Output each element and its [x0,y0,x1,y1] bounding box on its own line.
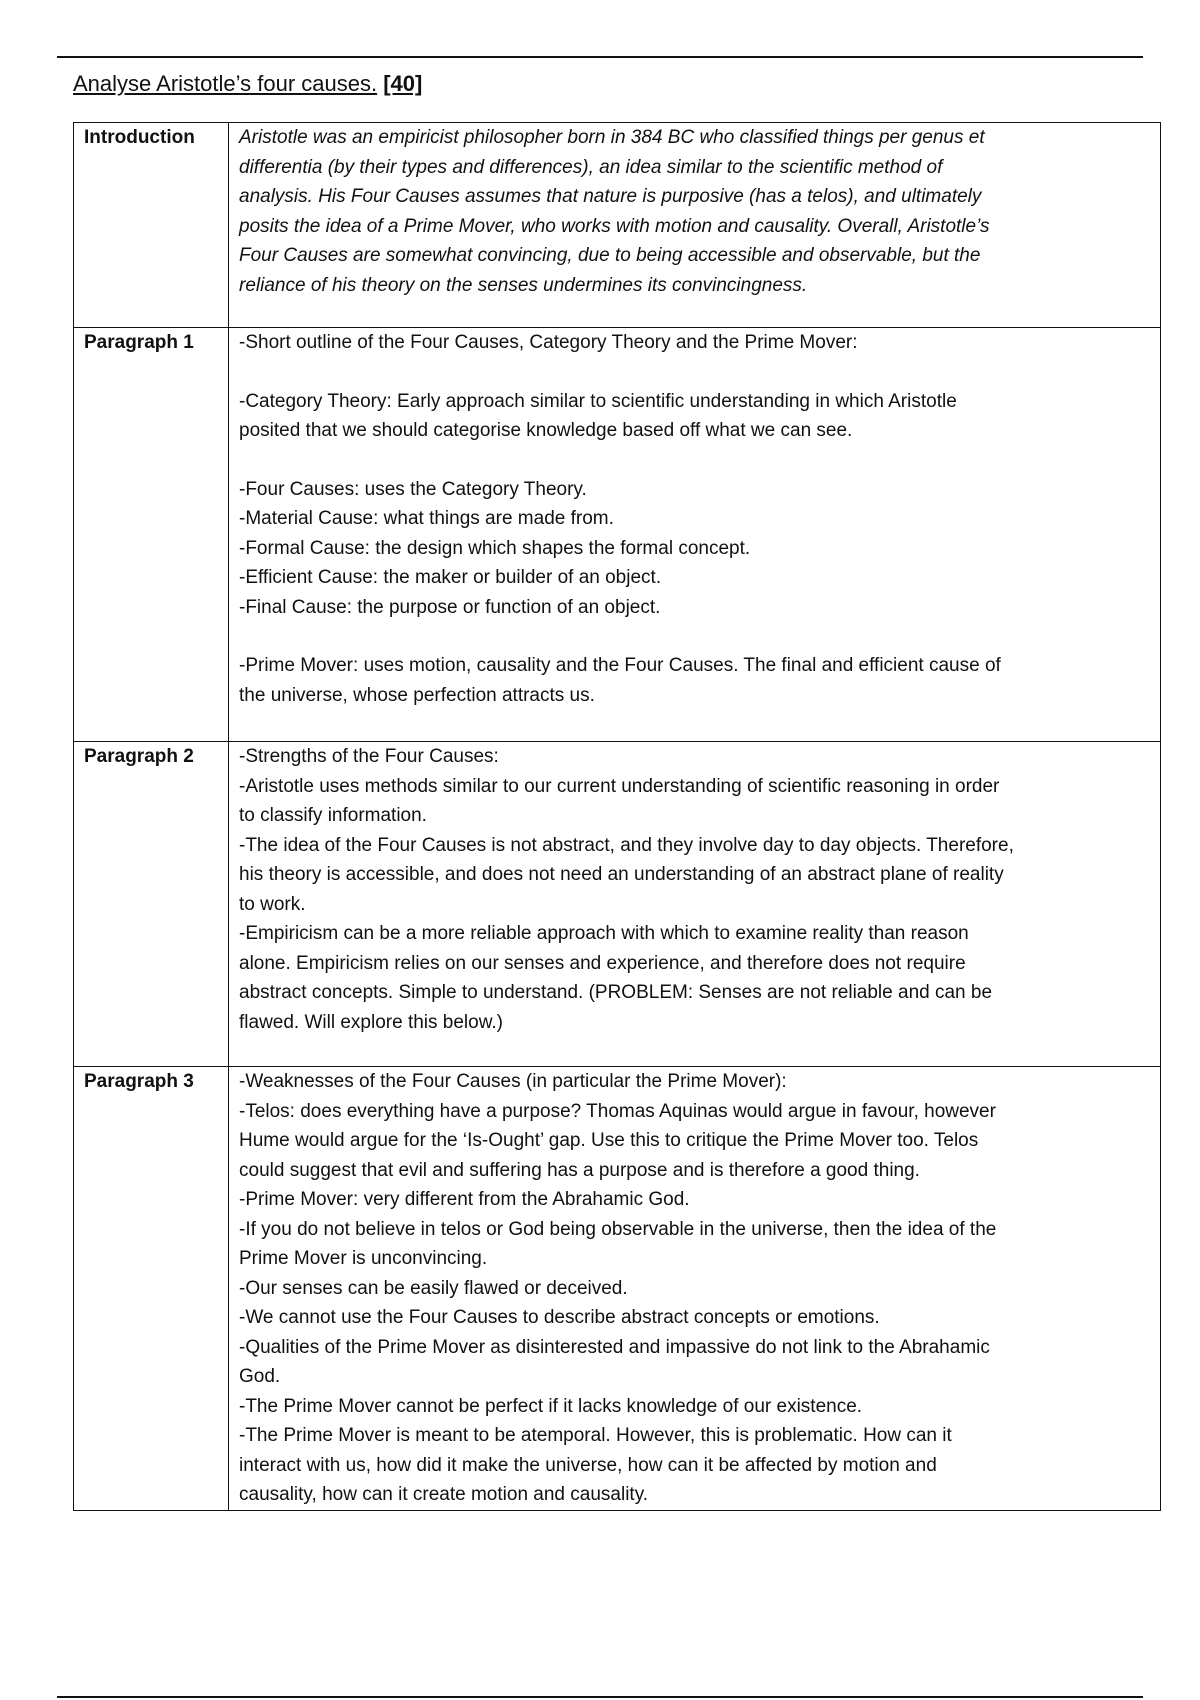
bottom-rule [57,1696,1143,1698]
content-line: differentia (by their types and differences), an idea similar to the scientific method of [239,156,943,178]
essay-plan-table [73,122,1161,1511]
content-line: -Efficient Cause: the maker or builder of an object. [239,567,662,588]
content-line: -The Prime Mover is meant to be atemporal. However, this is problematic. How can it [239,1425,952,1446]
content-line: -Category Theory: Early approach similar to scientific understanding in which Aristotle [239,390,957,412]
content-line: -Aristotle uses methods similar to our current understanding of scientific reasoning in order [239,775,1000,797]
content-line: to work. [239,893,306,915]
content-line: God. [239,1366,281,1387]
content-line: Hume would argue for the ‘Is-Ought’ gap. Use this to critique the Prime Mover too. Telos [239,1130,979,1151]
paragraph-gap [239,358,1152,387]
table-row-paragraph-3 [74,1067,1161,1511]
section-content-paragraph-1 [229,328,1161,742]
content-line: -Telos: does everything have a purpose? Thomas Aquinas would argue in favour, however [239,1100,996,1122]
content-line: -Final Cause: the purpose or function of an object. [239,596,661,618]
content-line: the universe, whose perfection attracts us. [239,684,595,706]
content-line: -Strengths of the Four Causes: [239,746,499,767]
content-line: -Short outline of the Four Causes, Category Theory and the Prime Mover: [239,332,858,353]
paragraph-gap [239,446,1152,475]
content-line: posits the idea of a Prime Mover, who works with motion and causality. Overall, Aristotle’s [239,215,990,237]
section-label: Paragraph 3 [74,1067,229,1511]
content-line: -Weaknesses of the Four Causes (in particular the Prime Mover): [239,1071,787,1092]
content-line: -Material Cause: what things are made from. [239,508,614,529]
content-line: alone. Empiricism relies on our senses and experience, and therefore does not require [239,952,966,974]
content-line: -Our senses can be easily flawed or deceived. [239,1277,628,1299]
section-label: Paragraph 2 [74,742,229,1067]
top-rule [57,56,1143,58]
section-label: Introduction [74,123,229,328]
content-line: could suggest that evil and suffering has a purpose and is therefore a good thing. [239,1159,920,1181]
page-title [73,70,422,98]
content-line: -We cannot use the Four Causes to describe abstract concepts or emotions. [239,1307,880,1328]
paragraph-gap [239,622,1152,651]
content-line: reliance of his theory on the senses undermines its convincingness. [239,274,808,296]
content-line: -If you do not believe in telos or God being observable in the universe, then the idea of the [239,1218,997,1240]
content-line: his theory is accessible, and does not need an understanding of an abstract plane of reality [239,864,1004,885]
table-row-paragraph-2 [74,742,1161,1067]
content-line: -Formal Cause: the design which shapes the formal concept. [239,537,751,559]
table-row-paragraph-1 [74,328,1161,742]
content-line: -The idea of the Four Causes is not abstract, and they involve day to day objects. Therefore, [239,834,1014,856]
marks-badge: [40] [383,71,423,96]
content-line: causality, how can it create motion and causality. [239,1484,649,1505]
section-content-paragraph-3 [229,1067,1161,1511]
content-line: Aristotle was an empiricist philosopher born in 384 BC who classified things per genus et [239,127,985,148]
content-line: -Empiricism can be a more reliable approach with which to examine reality than reason [239,923,969,944]
content-line: -Prime Mover: very different from the Abrahamic God. [239,1189,690,1210]
content-line: Prime Mover is unconvincing. [239,1248,488,1269]
content-line: -Qualities of the Prime Mover as disinterested and impassive do not link to the Abrahamic [239,1336,990,1358]
section-label: Paragraph 1 [74,328,229,742]
content-line: flawed. Will explore this below.) [239,1011,503,1033]
content-line: -The Prime Mover cannot be perfect if it lacks knowledge of our existence. [239,1395,863,1417]
content-line: interact with us, how did it make the universe, how can it be affected by motion and [239,1454,937,1476]
content-line: analysis. His Four Causes assumes that nature is purposive (has a telos), and ultimately [239,186,982,207]
section-content-introduction [229,123,1161,328]
content-line: posited that we should categorise knowledge based off what we can see. [239,420,853,441]
section-content-paragraph-2 [229,742,1161,1067]
content-line: Four Causes are somewhat convincing, due to being accessible and observable, but the [239,245,981,266]
content-line: to classify information. [239,805,427,826]
table-row-introduction [74,123,1161,328]
content-line: abstract concepts. Simple to understand. (PROBLEM: Senses are not reliable and can be [239,982,993,1003]
content-line: -Prime Mover: uses motion, causality and the Four Causes. The final and efficient cause of [239,655,1001,676]
title-text: Analyse Aristotle’s four causes. [73,71,378,96]
content-line: -Four Causes: uses the Category Theory. [239,478,587,500]
